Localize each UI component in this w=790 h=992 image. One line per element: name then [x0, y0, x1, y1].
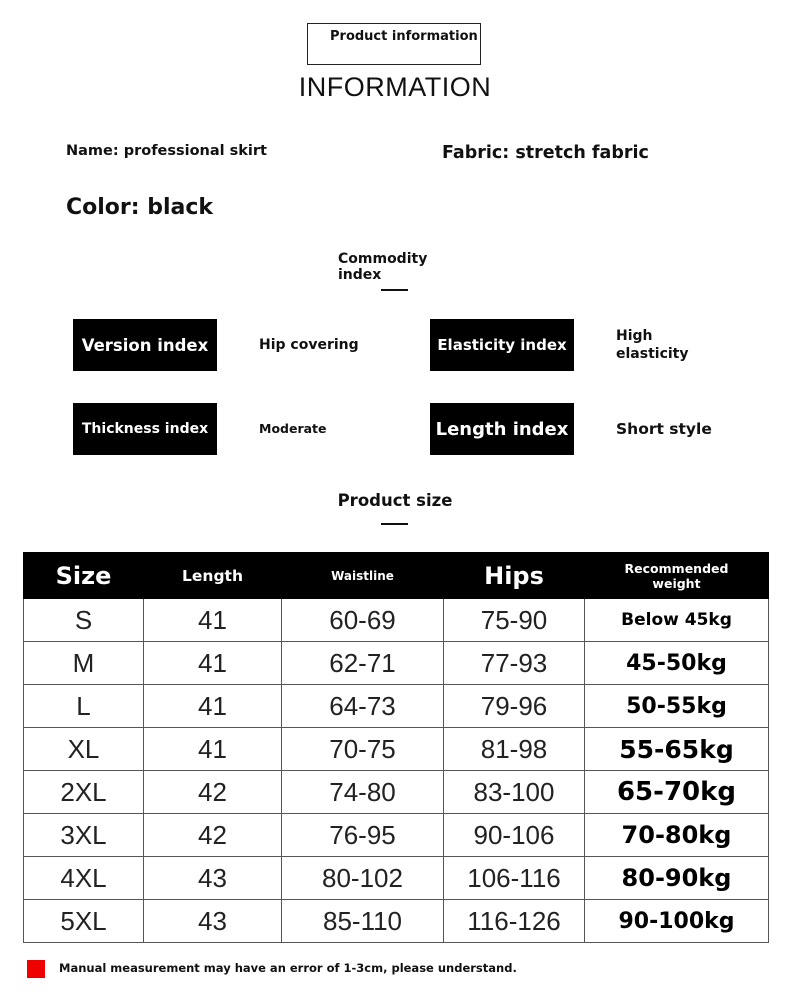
cell-size: M [24, 642, 144, 685]
cell-weight: 90-100kg [585, 900, 769, 943]
cell-length: 41 [144, 599, 282, 642]
index-elasticity [430, 319, 720, 371]
index-version [73, 319, 367, 371]
index-value: Moderate [259, 421, 327, 436]
cell-weight: 55-65kg [585, 728, 769, 771]
cell-hips: 77-93 [444, 642, 585, 685]
table-row [24, 728, 769, 771]
cell-weight: 80-90kg [585, 857, 769, 900]
cell-hips: 81-98 [444, 728, 585, 771]
cell-size: L [24, 685, 144, 728]
index-label: Thickness index [73, 403, 217, 455]
commodity-index-heading: Commodity index [338, 251, 428, 283]
cell-hips: 75-90 [444, 599, 585, 642]
cell-waistline: 85-110 [282, 900, 444, 943]
header-length: Length [144, 553, 282, 599]
index-label: Length index [430, 403, 574, 455]
product-name: Name: professional skirt [66, 143, 267, 159]
section-divider [381, 523, 408, 525]
product-size-heading: Product size [337, 491, 453, 510]
cell-waistline: 62-71 [282, 642, 444, 685]
index-label: Version index [73, 319, 217, 371]
cell-waistline: 80-102 [282, 857, 444, 900]
cell-hips: 79-96 [444, 685, 585, 728]
cell-length: 42 [144, 771, 282, 814]
cell-weight: 65-70kg [585, 771, 769, 814]
measurement-note: Manual measurement may have an error of 1-3cm, please understand. [59, 961, 517, 975]
table-row [24, 599, 769, 642]
product-information-box: Product information [307, 23, 481, 65]
table-row [24, 857, 769, 900]
note-marker [27, 960, 45, 978]
cell-length: 41 [144, 685, 282, 728]
index-value: High elasticity [616, 328, 689, 362]
cell-size: S [24, 599, 144, 642]
header-size: Size [24, 553, 144, 599]
table-row [24, 642, 769, 685]
cell-size: 4XL [24, 857, 144, 900]
cell-hips: 83-100 [444, 771, 585, 814]
cell-hips: 106-116 [444, 857, 585, 900]
cell-length: 43 [144, 857, 282, 900]
cell-length: 43 [144, 900, 282, 943]
cell-hips: 116-126 [444, 900, 585, 943]
cell-size: 2XL [24, 771, 144, 814]
cell-weight: 50-55kg [585, 685, 769, 728]
cell-size: 5XL [24, 900, 144, 943]
cell-waistline: 70-75 [282, 728, 444, 771]
index-label: Elasticity index [430, 319, 574, 371]
cell-weight: 45-50kg [585, 642, 769, 685]
size-table [23, 552, 769, 943]
cell-size: XL [24, 728, 144, 771]
index-value: Short style [616, 420, 712, 438]
header-recommended-weight: Recommended weight [585, 553, 769, 599]
table-row [24, 900, 769, 943]
header-hips: Hips [444, 553, 585, 599]
cell-waistline: 76-95 [282, 814, 444, 857]
index-thickness [73, 403, 363, 455]
cell-waistline: 64-73 [282, 685, 444, 728]
table-row [24, 771, 769, 814]
index-value: Hip covering [259, 337, 359, 353]
table-row [24, 814, 769, 857]
size-table-header [24, 553, 769, 599]
cell-waistline: 74-80 [282, 771, 444, 814]
product-color: Color: black [66, 195, 214, 220]
section-divider [381, 289, 408, 291]
page-title: INFORMATION [298, 72, 492, 102]
cell-weight: Below 45kg [585, 599, 769, 642]
cell-length: 41 [144, 642, 282, 685]
cell-hips: 90-106 [444, 814, 585, 857]
index-length [430, 403, 720, 455]
table-row [24, 685, 769, 728]
cell-length: 41 [144, 728, 282, 771]
product-fabric: Fabric: stretch fabric [442, 143, 649, 163]
cell-weight: 70-80kg [585, 814, 769, 857]
cell-waistline: 60-69 [282, 599, 444, 642]
header-waistline: Waistline [282, 553, 444, 599]
cell-length: 42 [144, 814, 282, 857]
cell-size: 3XL [24, 814, 144, 857]
